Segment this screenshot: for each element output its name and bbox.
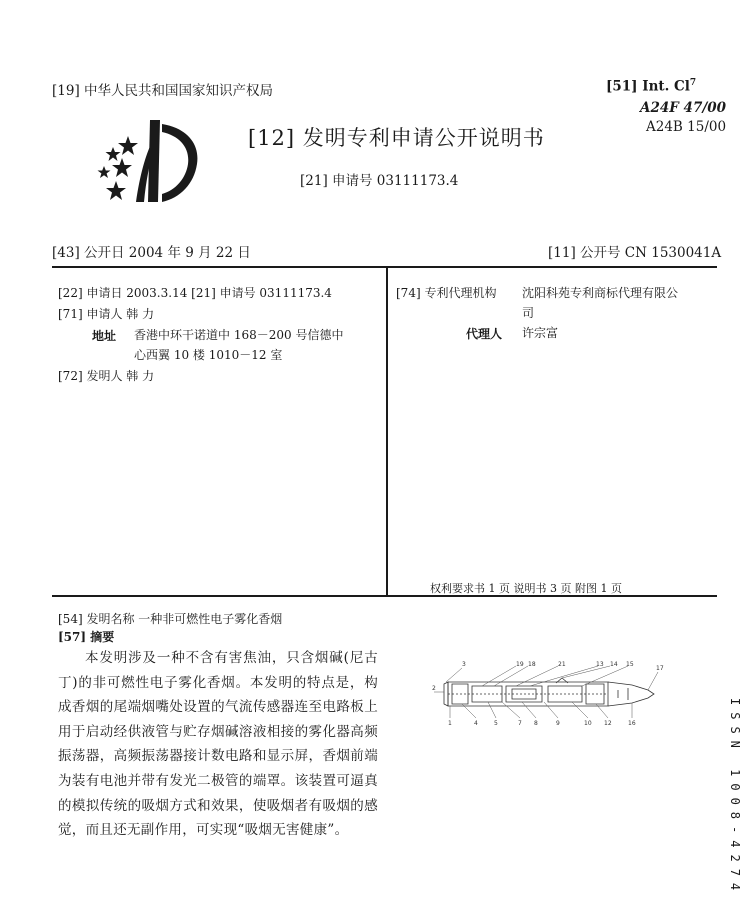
figure-label-16: 16	[628, 720, 636, 727]
figure-label-10: 10	[584, 720, 592, 727]
figure-label-8: 8	[534, 720, 538, 727]
int-cl-text: [51] Int. Cl	[606, 78, 690, 95]
figure-label-17: 17	[656, 665, 664, 672]
int-cl-sub: A24B 15/00	[646, 119, 727, 135]
figure-label-7: 7	[518, 720, 522, 727]
document-type-title: [12] 发明专利申请公开说明书	[248, 126, 545, 150]
filing-data: [22] 申请日 2003.3.14 [21] 申请号 03111173.4	[58, 286, 332, 300]
figure-label-14: 14	[610, 661, 618, 668]
issn-number: ISSN 1008-4274	[728, 698, 742, 898]
int-cl-label	[606, 78, 696, 95]
figure-label-2: 2	[432, 685, 436, 692]
sipo-emblem-icon	[92, 114, 212, 206]
agency-line-2: 司	[522, 306, 535, 320]
int-cl-superscript: 7	[689, 78, 697, 88]
agent-label: 代理人	[466, 327, 503, 341]
figure-label-5: 5	[494, 720, 498, 727]
divider-bottom	[52, 595, 717, 597]
applicant: [71] 申请人 韩 力	[58, 307, 155, 321]
int-cl-main: A24F 47/00	[640, 100, 727, 116]
address-line-2: 心西翼 10 楼 1010－12 室	[134, 348, 283, 362]
application-number-header: [21] 申请号 03111173.4	[300, 173, 459, 189]
divider-top	[52, 266, 717, 268]
publication-number: [11] 公开号 CN 1530041A	[548, 245, 722, 261]
figure-label-3: 3	[462, 661, 466, 668]
invention-title: [54] 发明名称 一种非可燃性电子雾化香烟	[58, 612, 283, 626]
abstract-text: 本发明涉及一种不含有害焦油，只含烟碱(尼古丁)的非可燃性电子雾化香烟。本发明的特点是，构成香烟的尾端烟嘴处设置的气流传感器连至电路板上用于启动经供液管与贮存烟碱溶液相接的雾化器高频振荡器，高频振荡器接计数电路和显示屏，香烟前端为装有电池并带有发光二极管的端罩。该装置可逼真的模拟传统的吸烟方式和效果，使吸烟者有吸烟的感觉，而且还无副作用，可实现“吸烟无害健康”。	[58, 650, 378, 839]
address-line-1: 香港中环干诺道中 168－200 号信德中	[134, 328, 344, 342]
figure-label-1: 1	[448, 720, 452, 727]
agent-name: 许宗富	[522, 326, 559, 340]
divider-vertical	[386, 267, 388, 595]
agency-label: [74] 专利代理机构	[396, 286, 497, 300]
figure-label-13: 13	[596, 661, 604, 668]
publication-date: [43] 公开日 2004 年 9 月 22 日	[52, 245, 251, 261]
figure-label-9: 9	[556, 720, 560, 727]
address-label: 地址	[92, 329, 117, 343]
figure-label-18: 18	[528, 661, 536, 668]
patent-figure	[432, 656, 672, 728]
figure-label-15: 15	[626, 661, 634, 668]
page-counts: 权利要求书 1 页 说明书 3 页 附图 1 页	[430, 582, 622, 595]
figure-label-19: 19	[516, 661, 524, 668]
abstract-label: [57] 摘要	[58, 630, 115, 644]
figure-label-4: 4	[474, 720, 478, 727]
figure-label-12: 12	[604, 720, 612, 727]
inventor: [72] 发明人 韩 力	[58, 369, 155, 383]
figure-label-21: 21	[558, 661, 566, 668]
office-name: [19] 中华人民共和国国家知识产权局	[52, 83, 274, 99]
agency-line-1: 沈阳科苑专利商标代理有限公	[522, 286, 679, 300]
